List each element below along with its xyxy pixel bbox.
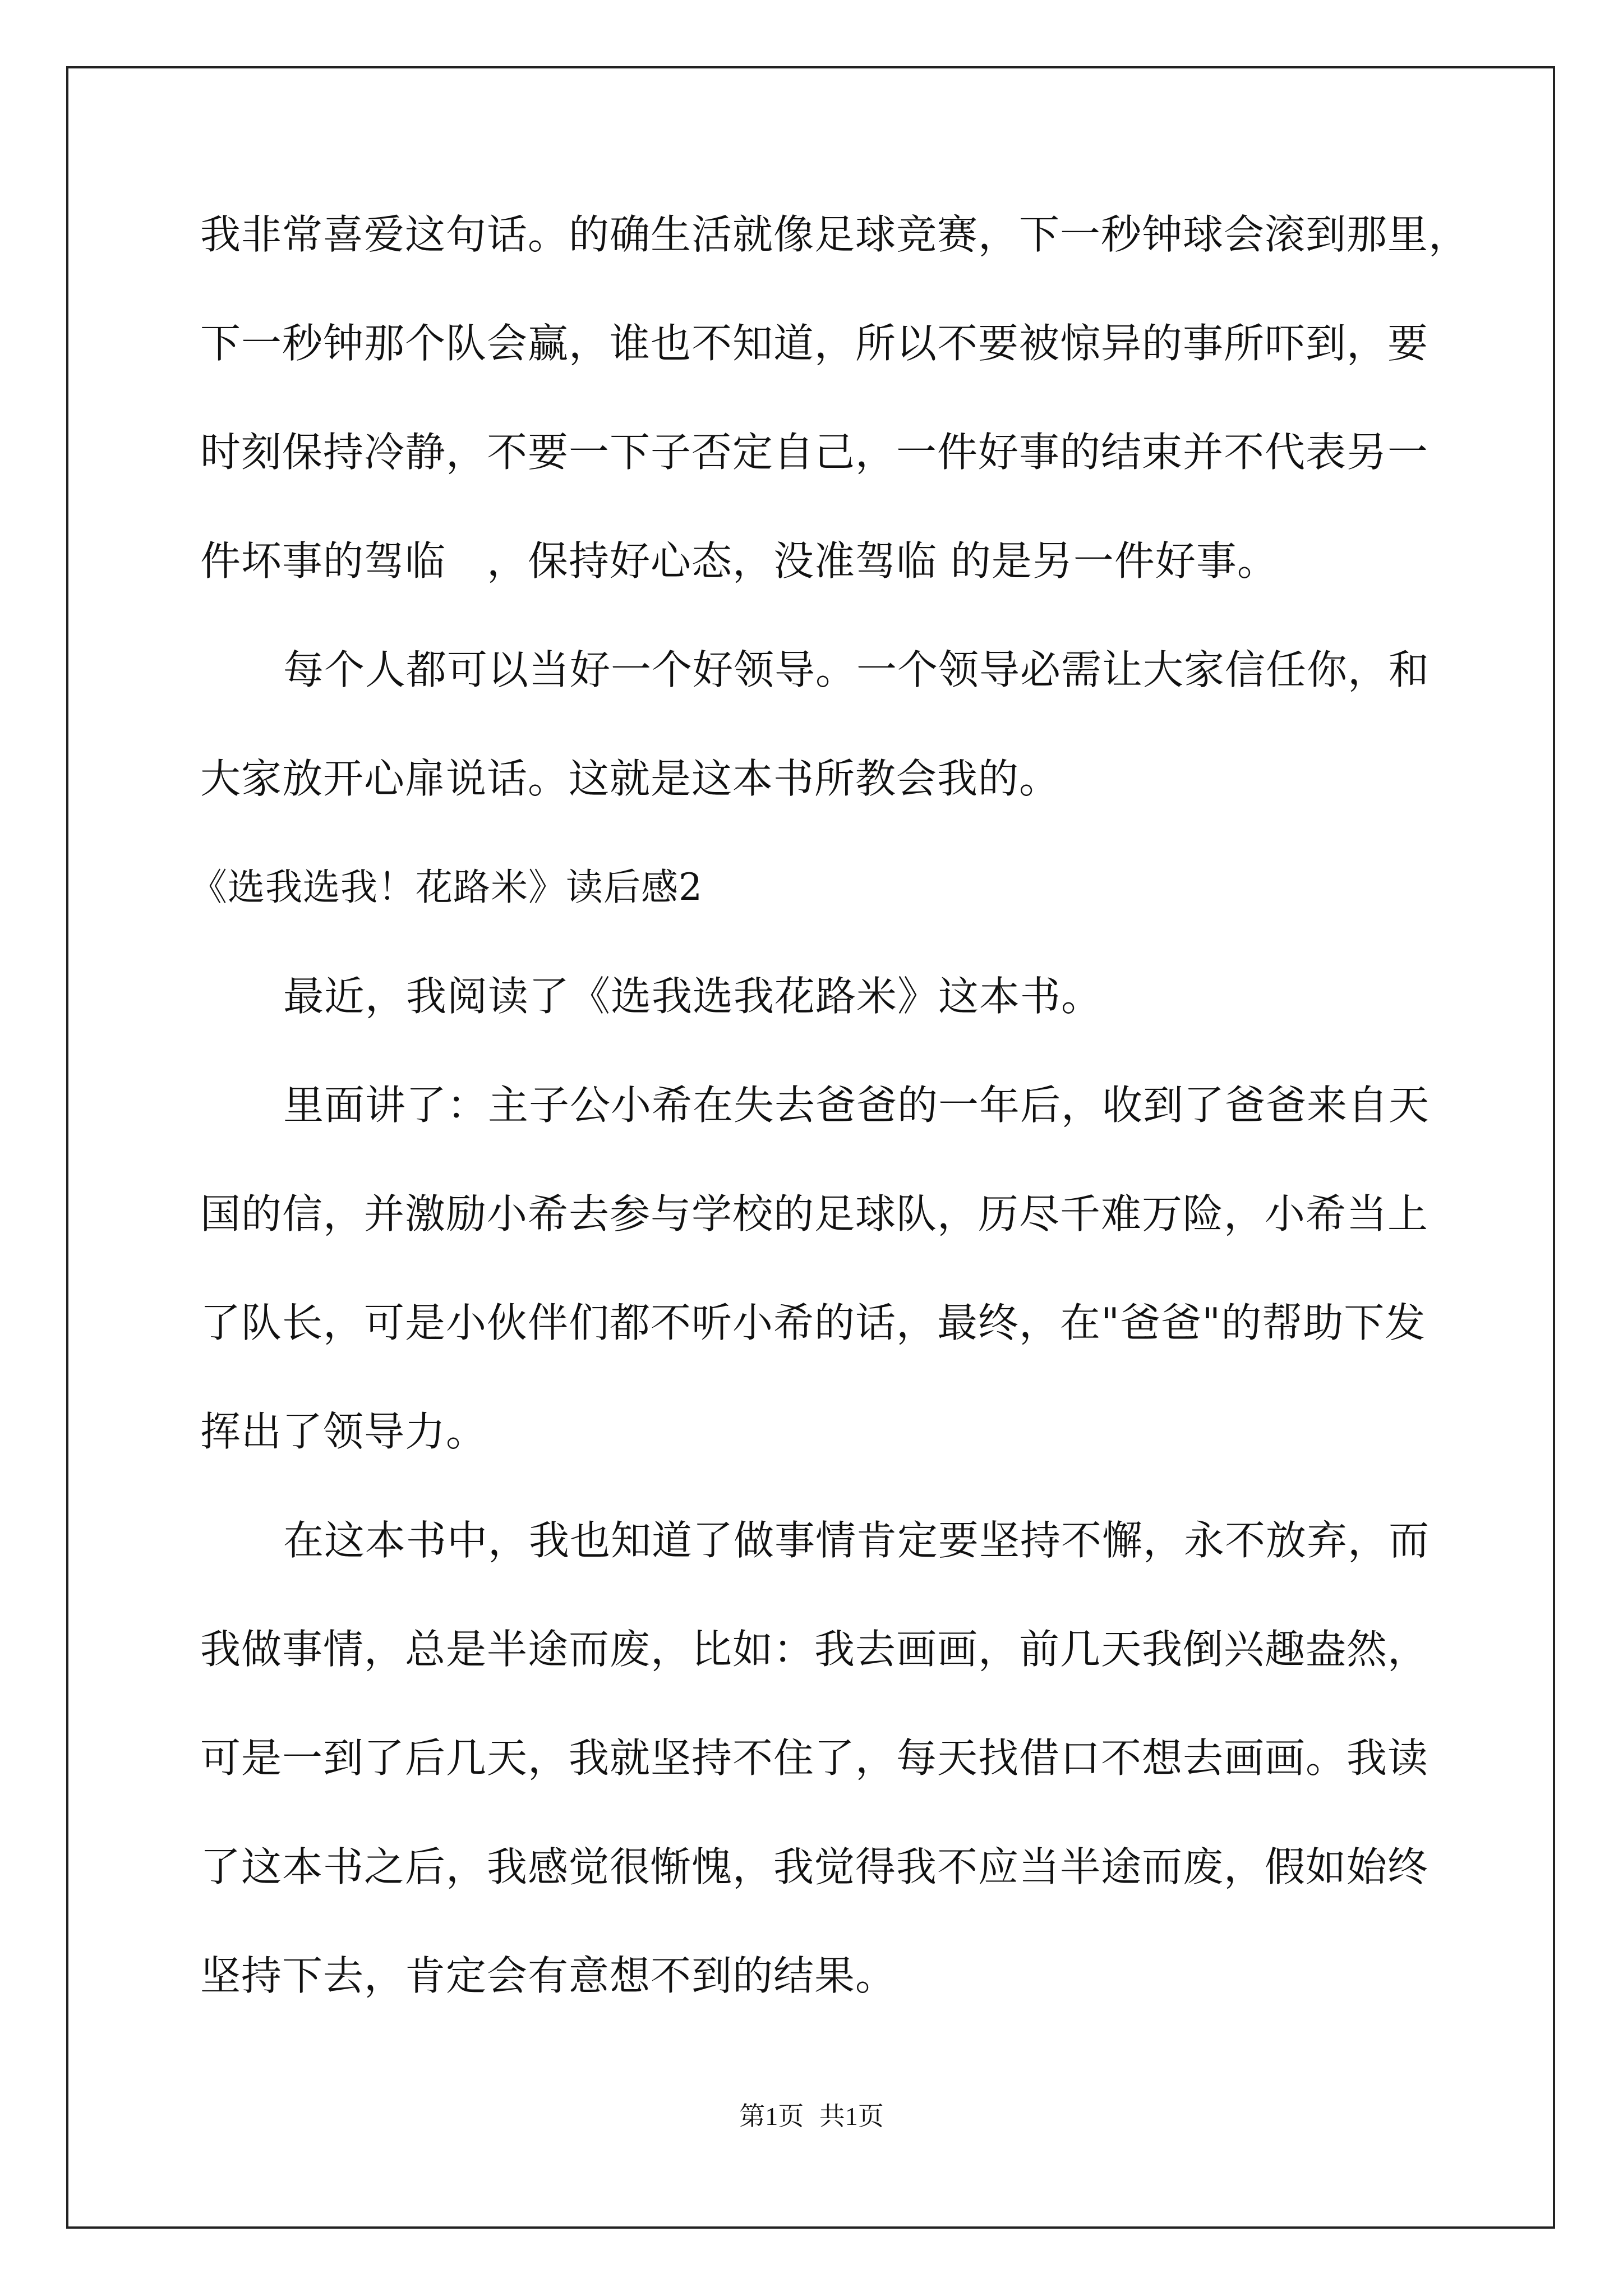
paragraph-line: 最近，我阅读了《选我选我花路米》这本书。 — [283, 973, 1103, 1020]
paragraph-line: 可是一到了后几天，我就坚持不住了，每天找借口不想去画画。我读 — [200, 1734, 1429, 1782]
paragraph-line: 国的信，并激励小希去参与学校的足球队，历尽千难万险，小希当上 — [200, 1190, 1429, 1237]
paragraph-line: 在这本书中，我也知道了做事情肯定要坚持不懈，永不放弃，而 — [283, 1517, 1430, 1564]
paragraph-line: 挥出了领导力。 — [200, 1408, 487, 1455]
paragraph-line: 每个人都可以当好一个好领导。一个领导必需让大家信任你，和 — [283, 646, 1430, 693]
section-heading: 《选我选我！花路米》读后感2 — [190, 866, 703, 909]
page-border — [66, 66, 1555, 2229]
page-number: 第1页 — [739, 2102, 804, 2131]
page-footer — [0, 2096, 1623, 2133]
page-total: 共1页 — [819, 2102, 884, 2131]
paragraph-line: 我非常喜爱这句话。的确生活就像足球竞赛，下一秒钟球会滚到那里， — [200, 211, 1470, 258]
paragraph-line: 大家放开心扉说话。这就是这本书所教会我的。 — [200, 755, 1061, 802]
paragraph-line: 坚持下去，肯定会有意想不到的结果。 — [200, 1952, 897, 1999]
paragraph-line: 时刻保持冷静，不要一下子否定自己，一件好事的结束并不代表另一 — [200, 429, 1429, 476]
paragraph-line: 了这本书之后，我感觉很惭愧，我觉得我不应当半途而废，假如始终 — [200, 1843, 1429, 1890]
paragraph-line: 件坏事的驾临 ，保持好心态，没准驾临 的是另一件好事。 — [200, 537, 1278, 585]
paragraph-line: 下一秒钟那个队会赢，谁也不知道，所以不要被惊异的事所吓到，要 — [200, 320, 1429, 367]
paragraph-line: 了队长，可是小伙伴们都不听小希的话，最终，在"爸爸"的帮助下发 — [200, 1299, 1426, 1346]
paragraph-line: 里面讲了：主子公小希在失去爸爸的一年后，收到了爸爸来自天 — [283, 1082, 1430, 1129]
paragraph-line: 我做事情，总是半途而废，比如：我去画画，前几天我倒兴趣盎然， — [200, 1626, 1429, 1673]
